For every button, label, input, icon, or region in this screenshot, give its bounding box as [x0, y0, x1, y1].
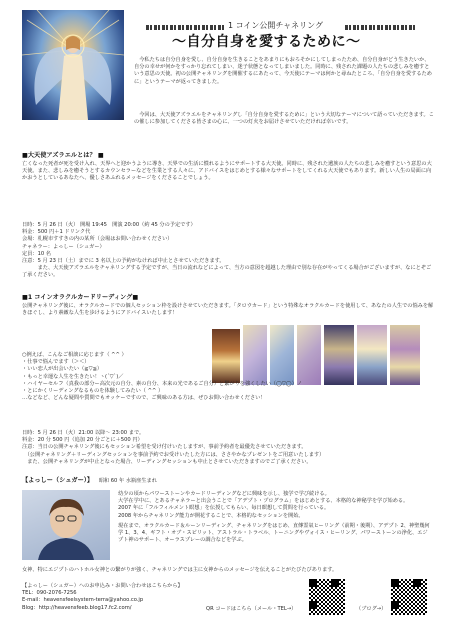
profile-heading: 【よっしー（シュガー）】 — [22, 477, 94, 484]
event-details — [22, 222, 436, 279]
intro-paragraph-1: 今私たちは自分自身を愛し、自分自身を生きることをあまりにもおろそかにしてしまったため、自分自身がどう生きたいか、自分の幸せが何かをすっかり忘れてしまい、迷子状態となってしまいました。同時に、残された課題の人たちの悲しみを癒すという意思の天使。初の公開チャネリングを開催するにあたって、今天使にテーマは何かと尋ねたところ、「自分自身を愛するために」というテーマが返ってきました。 — [134, 57, 432, 85]
contact-heading: 【よっしー（シュガー）へのお申込み・お問い合わせはこちらから】 — [22, 583, 183, 589]
list-item: ・とにかくリーディングなるものを体験してみたい（ ^^ ） — [22, 387, 164, 394]
examples-title: ○例えば、こんなご相談に応じます（ ^^ ） — [22, 352, 127, 358]
azrael-heading: ■大天使アズラエルとは？ ■ — [22, 152, 104, 159]
session-line: （公開チャネリング＋リーディングセッションを事前予約でお受けいたした方には、ささやかなプレゼントをご用意いたします） — [22, 451, 325, 458]
list-item: ・ハイヤーセルフ（真我の部分ー高次元の自分、素の自分、本来の光であるご自分）と繋がりを強くしたい（◯▽◯）ノ — [22, 380, 303, 387]
profile-closing: 女神、特にエジプトのハトホル女神との繋がりが強く、チャネリングでは主に女神からのメッセージを伝えることがたびたびあります。 — [22, 567, 338, 573]
profile-paragraph: 現在まで、オラクルカード＆ルーンリーディング、チャネリングをはじめ、直傳霊氣ヒーリング（前期・後期）、アデプト 2、神聖幾何学 1、3、4、ギフト・オブ・スピリット、アストラル・トラベル、トーニングやヴォイス・ヒーリング、パワーストーンの浄化、エジプト神のサポート、オーラスプレーの調合などを学ぶ。 — [118, 522, 430, 544]
profile-heading-row — [22, 477, 432, 486]
page-title: 〜自分自身を愛するために〜 — [172, 34, 361, 50]
contact-tel[interactable]: TEL：090-2076-7256 — [22, 590, 77, 597]
header-subtitle: 1 コイン公開チャネリング — [228, 21, 323, 30]
profile-paragraph: 大学在学中に、とあるチャネラーと出会うことで「アデプト・プログラム」をはじめとする、本格的な神秘学を学び始める。 — [118, 498, 409, 505]
contact-blog[interactable]: Blog：http://heavensfeeb.blog17.fc2.com/ — [22, 604, 132, 611]
qr-label: QR コードはこちら（メール・TEL→） — [206, 606, 297, 612]
profile-bio — [118, 491, 432, 544]
blog-label: （ブログ→） — [356, 606, 387, 612]
event-line: 定員：10 名 — [22, 250, 51, 257]
session-details — [22, 430, 436, 466]
event-line: 注意：5 月 23 日（土）までに 3 名以上の予約がなければ中止とさせていただきます。 — [22, 257, 225, 264]
qr-contact-icon[interactable] — [308, 578, 346, 616]
event-line: 料金：500 円＋1 ドリンク代 — [22, 229, 91, 236]
profile-paragraph: 2008 年からチャネリング能力が開花することで、本格的なセッションを開始。 — [118, 512, 304, 519]
list-item: ・もっと幸運な人生を生きたい！ヽ(´▽`)／ — [22, 373, 124, 380]
azrael-body: 亡くなった死者が死を受け入れ、天界へと迎かうように導き、天界での生活に慣れるようにサポートする大天使。同時に、残された遺族の人たちの悲しみを癒すという意思の大天使。また、悲しみを癒そうとするカウンセラーなどを生業とする人々に、アドバイスをはじめとする様々なサポートをしてくれる大天使でもあります。新しい人生の局面に向かおうとしているあなたへ、優しさあふれるメッセージをくださることでしょう。 — [22, 160, 432, 181]
oracle-section — [22, 294, 436, 317]
event-line: 会場：札幌市すすきの内の某所（会場はお問い合わせください） — [22, 236, 173, 243]
profile-photo — [22, 490, 110, 560]
avatar — [22, 490, 110, 560]
angel-figure-icon — [22, 10, 124, 120]
oracle-body: 公開チャネリング後に、オラクルカードでの個人セッション枠を設けさせていただきます。「タロウカード」という特殊なオラクルカードを使用して、あなたの人生での悩みを解きほぐし、より素敵な人生を歩けるようにアドバイスいたします！ — [22, 302, 434, 316]
event-line: また、大天使アズラエルをチャネリングする予定ですが、当日の流れなどによって、当方の意図を超越した理由で別な存在がやってくる場合がございますが、なにとぞご了承ください。 — [22, 265, 432, 279]
examples-closing: …などなど、どんな疑問や質問でもオッケーですので、ご興味のある方は、ぜひお問い合わせください！ — [22, 395, 266, 402]
qr-blog-icon[interactable] — [390, 578, 428, 616]
azrael-section — [22, 152, 436, 182]
header-ornament-left — [146, 25, 226, 30]
event-line: チャネラー：よっしー（シュガー） — [22, 243, 105, 250]
header-ornament-right — [345, 25, 417, 30]
session-line: 注意：当日の公開チャネリング後にもセッション希望を受け付けいたしますが、事前予約者を最優先させていただきます。 — [22, 444, 307, 451]
profile-paragraph: 2007 年に「フルフィルメント瞑想」を伝授してもらい、毎日瞑想して質問を行っている。 — [118, 505, 330, 512]
contact-email[interactable]: E-mail：heavensfeelsystem-terra@yahoo.co.jp — [22, 597, 144, 604]
examples-list — [22, 352, 432, 402]
profile-paragraph: 幼少の頃からパワーストーンやカードリーディングなどに興味を示し、独学で学び続ける。 — [118, 491, 330, 497]
list-item: ・いい恋人が出会いたい（≧▽≦） — [22, 366, 103, 373]
event-line: 日時：5 月 26 日（火） 開場 19:45 開演 20:00（約 45 分の予定です） — [22, 222, 196, 228]
oracle-heading: ■1 コインオラクルカードリーディング■ — [22, 294, 139, 301]
session-line: 料金：20 分 500 円（追加 20 分ごとに＋500 円） — [22, 437, 143, 444]
intro-paragraph-2: 今回は、大天使アズラエルをチャネリングし「自分自身を愛するために」という大切なテーマについて語っていただきます。この催しに参加してくださる皆さまの心に、一つの灯火をお届けさせていただければ幸いです。 — [134, 112, 434, 126]
angel-illustration — [22, 10, 124, 120]
profile-birth: 昭和 60 年 水瓶座生まれ — [98, 478, 157, 484]
session-line: 日時：5 月 26 日（火）21:00 以降〜 23:00 まで。 — [22, 430, 145, 436]
list-item: ・仕事で悩んでます（＞＜） — [22, 359, 90, 366]
session-line: また、公開チャネリングが中止となった場合、リーディングセッションも中止とさせていただきますのでご了承ください。 — [22, 458, 312, 465]
